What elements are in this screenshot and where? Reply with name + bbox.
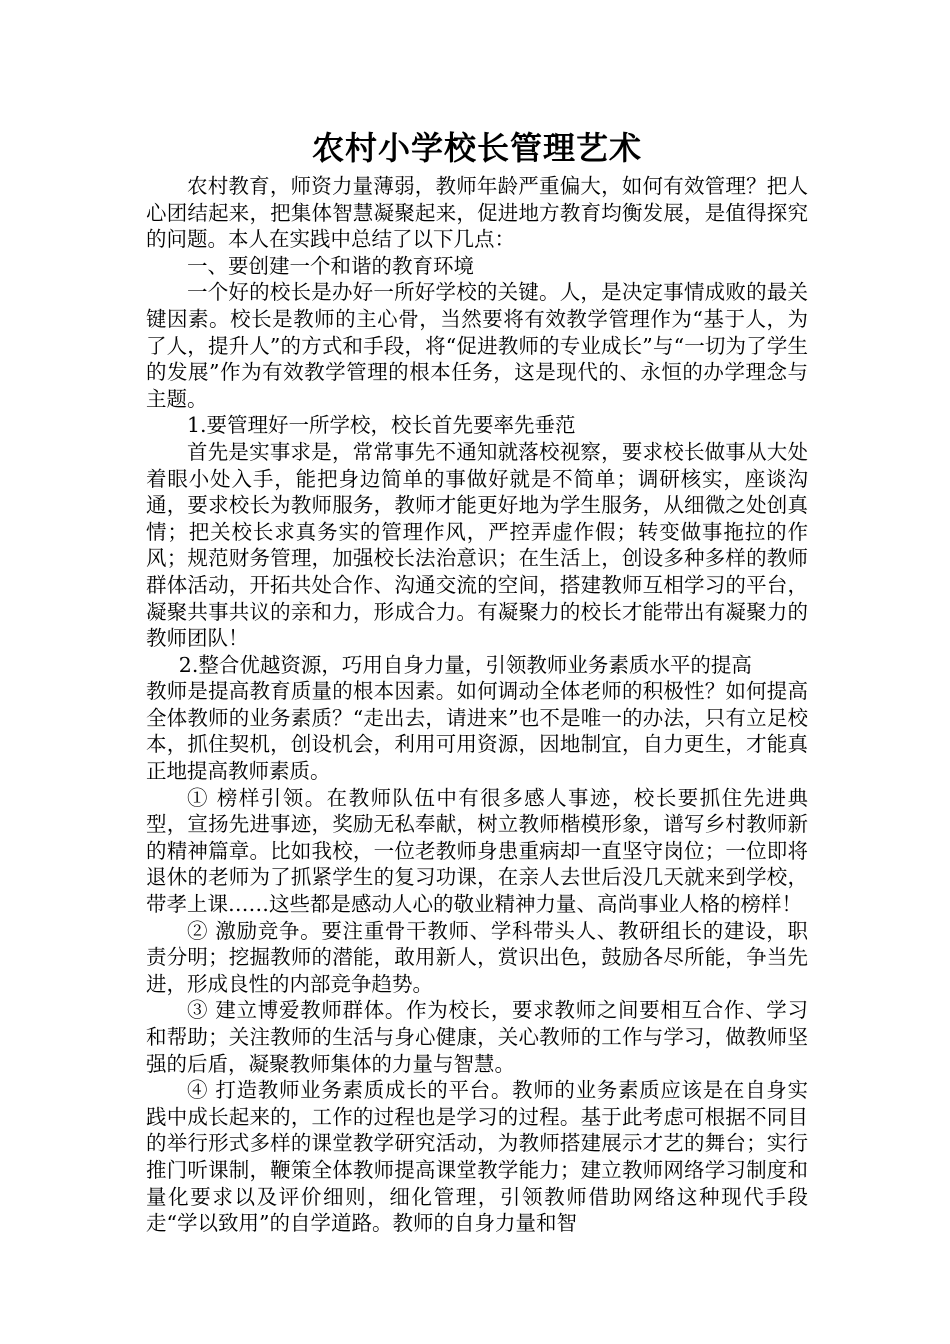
document-title: 农村小学校长管理艺术 xyxy=(311,129,642,167)
subheading-2: 2.整合优越资源，巧用自身力量，引领教师业务素质水平的提高 xyxy=(178,652,752,677)
intro-paragraph: 农村教育，师资力量薄弱，教师年龄严重偏大，如何有效管理？把人心团结起来，把集体智慧凝聚起来，促进地方教育均衡发展，是值得探究的问题。本人在实践中总结了以下几点： xyxy=(146,174,808,252)
section-1-paragraph: 一个好的校长是办好一所好学校的关键。人，是决定事情成败的最关键因素。校长是教师的主心骨，当然要将有效教学管理作为“基于人，为了人，提升人”的方式和手段，将“促进教师的专业成长”与“一切为了学生的发展”作为有效教学管理的根本任务，这是现代的、永恒的办学理念与主题。 xyxy=(146,280,808,411)
item-3-paragraph: ③ 建立博爱教师群体。作为校长，要求教师之间要相互合作、学习和帮助；关注教师的生活与身心健康，关心教师的工作与学习，做教师坚强的后盾，凝聚教师集体的力量与智慧。 xyxy=(146,998,808,1076)
section-heading-1: 一、要创建一个和谐的教育环境 xyxy=(187,253,474,278)
document-page xyxy=(146,126,808,1237)
item-2-paragraph: ② 激励竞争。要注重骨干教师、学科带头人、教研组长的建设，职责分明；挖掘教师的潜能，敢用新人，赏识出色，鼓励各尽所能，争当先进，形成良性的内部竞争趋势。 xyxy=(146,918,808,996)
subheading-1-paragraph: 首先是实事求是，常常事先不通知就落校视察，要求校长做事从大处着眼小处入手，能把身边简单的事做好就是不简单；调研核实，座谈沟通，要求校长为教师服务，教师才能更好地为学生服务，从细微之处创真情；把关校长求真务实的管理作风，严控弄虚作假；转变做事拖拉的作风；规范财务管理，加强校长法治意识；在生活上，创设多种多样的教师群体活动，开拓共处合作、沟通交流的空间，搭建教师互相学习的平台，凝聚共事共议的亲和力，形成合力。有凝聚力的校长才能带出有凝聚力的教师团队！ xyxy=(146,439,808,651)
item-1-paragraph: ① 榜样引领。在教师队伍中有很多感人事迹，校长要抓住先进典型，宣扬先进事迹，奖励无私奉献，树立教师楷模形象，谱写乡村教师新的精神篇章。比如我校，一位老教师身患重病却一直坚守岗位；一位即将退休的老师为了抓紧学生的复习功课，在亲人去世后没几天就来到学校，带孝上课……这些都是感动人心的敬业精神力量、高尚事业人格的榜样！ xyxy=(146,785,808,917)
subheading-1: 1.要管理好一所学校，校长首先要率先垂范 xyxy=(187,413,576,438)
subheading-2-paragraph: 教师是提高教育质量的根本因素。如何调动全体老师的积极性？如何提高全体教师的业务素质？“走出去，请进来”也不是唯一的办法，只有立足校本，抓住契机，创设机会，利用可用资源，因地制宜，自力更生，才能真正地提高教师素质。 xyxy=(146,679,808,784)
item-4-paragraph: ④ 打造教师业务素质成长的平台。教师的业务素质应该是在自身实践中成长起来的，工作的过程也是学习的过程。基于此考虑可根据不同目的举行形式多样的课堂教学研究活动，为教师搭建展示才艺的舞台；实行推门听课制，鞭策全体教师提高课堂教学能力；建立教师网络学习制度和量化要求以及评价细则，细化管理，引领教师借助网络这种现代手段走“学以致用”的自学道路。教师的自身力量和智 xyxy=(146,1078,808,1236)
